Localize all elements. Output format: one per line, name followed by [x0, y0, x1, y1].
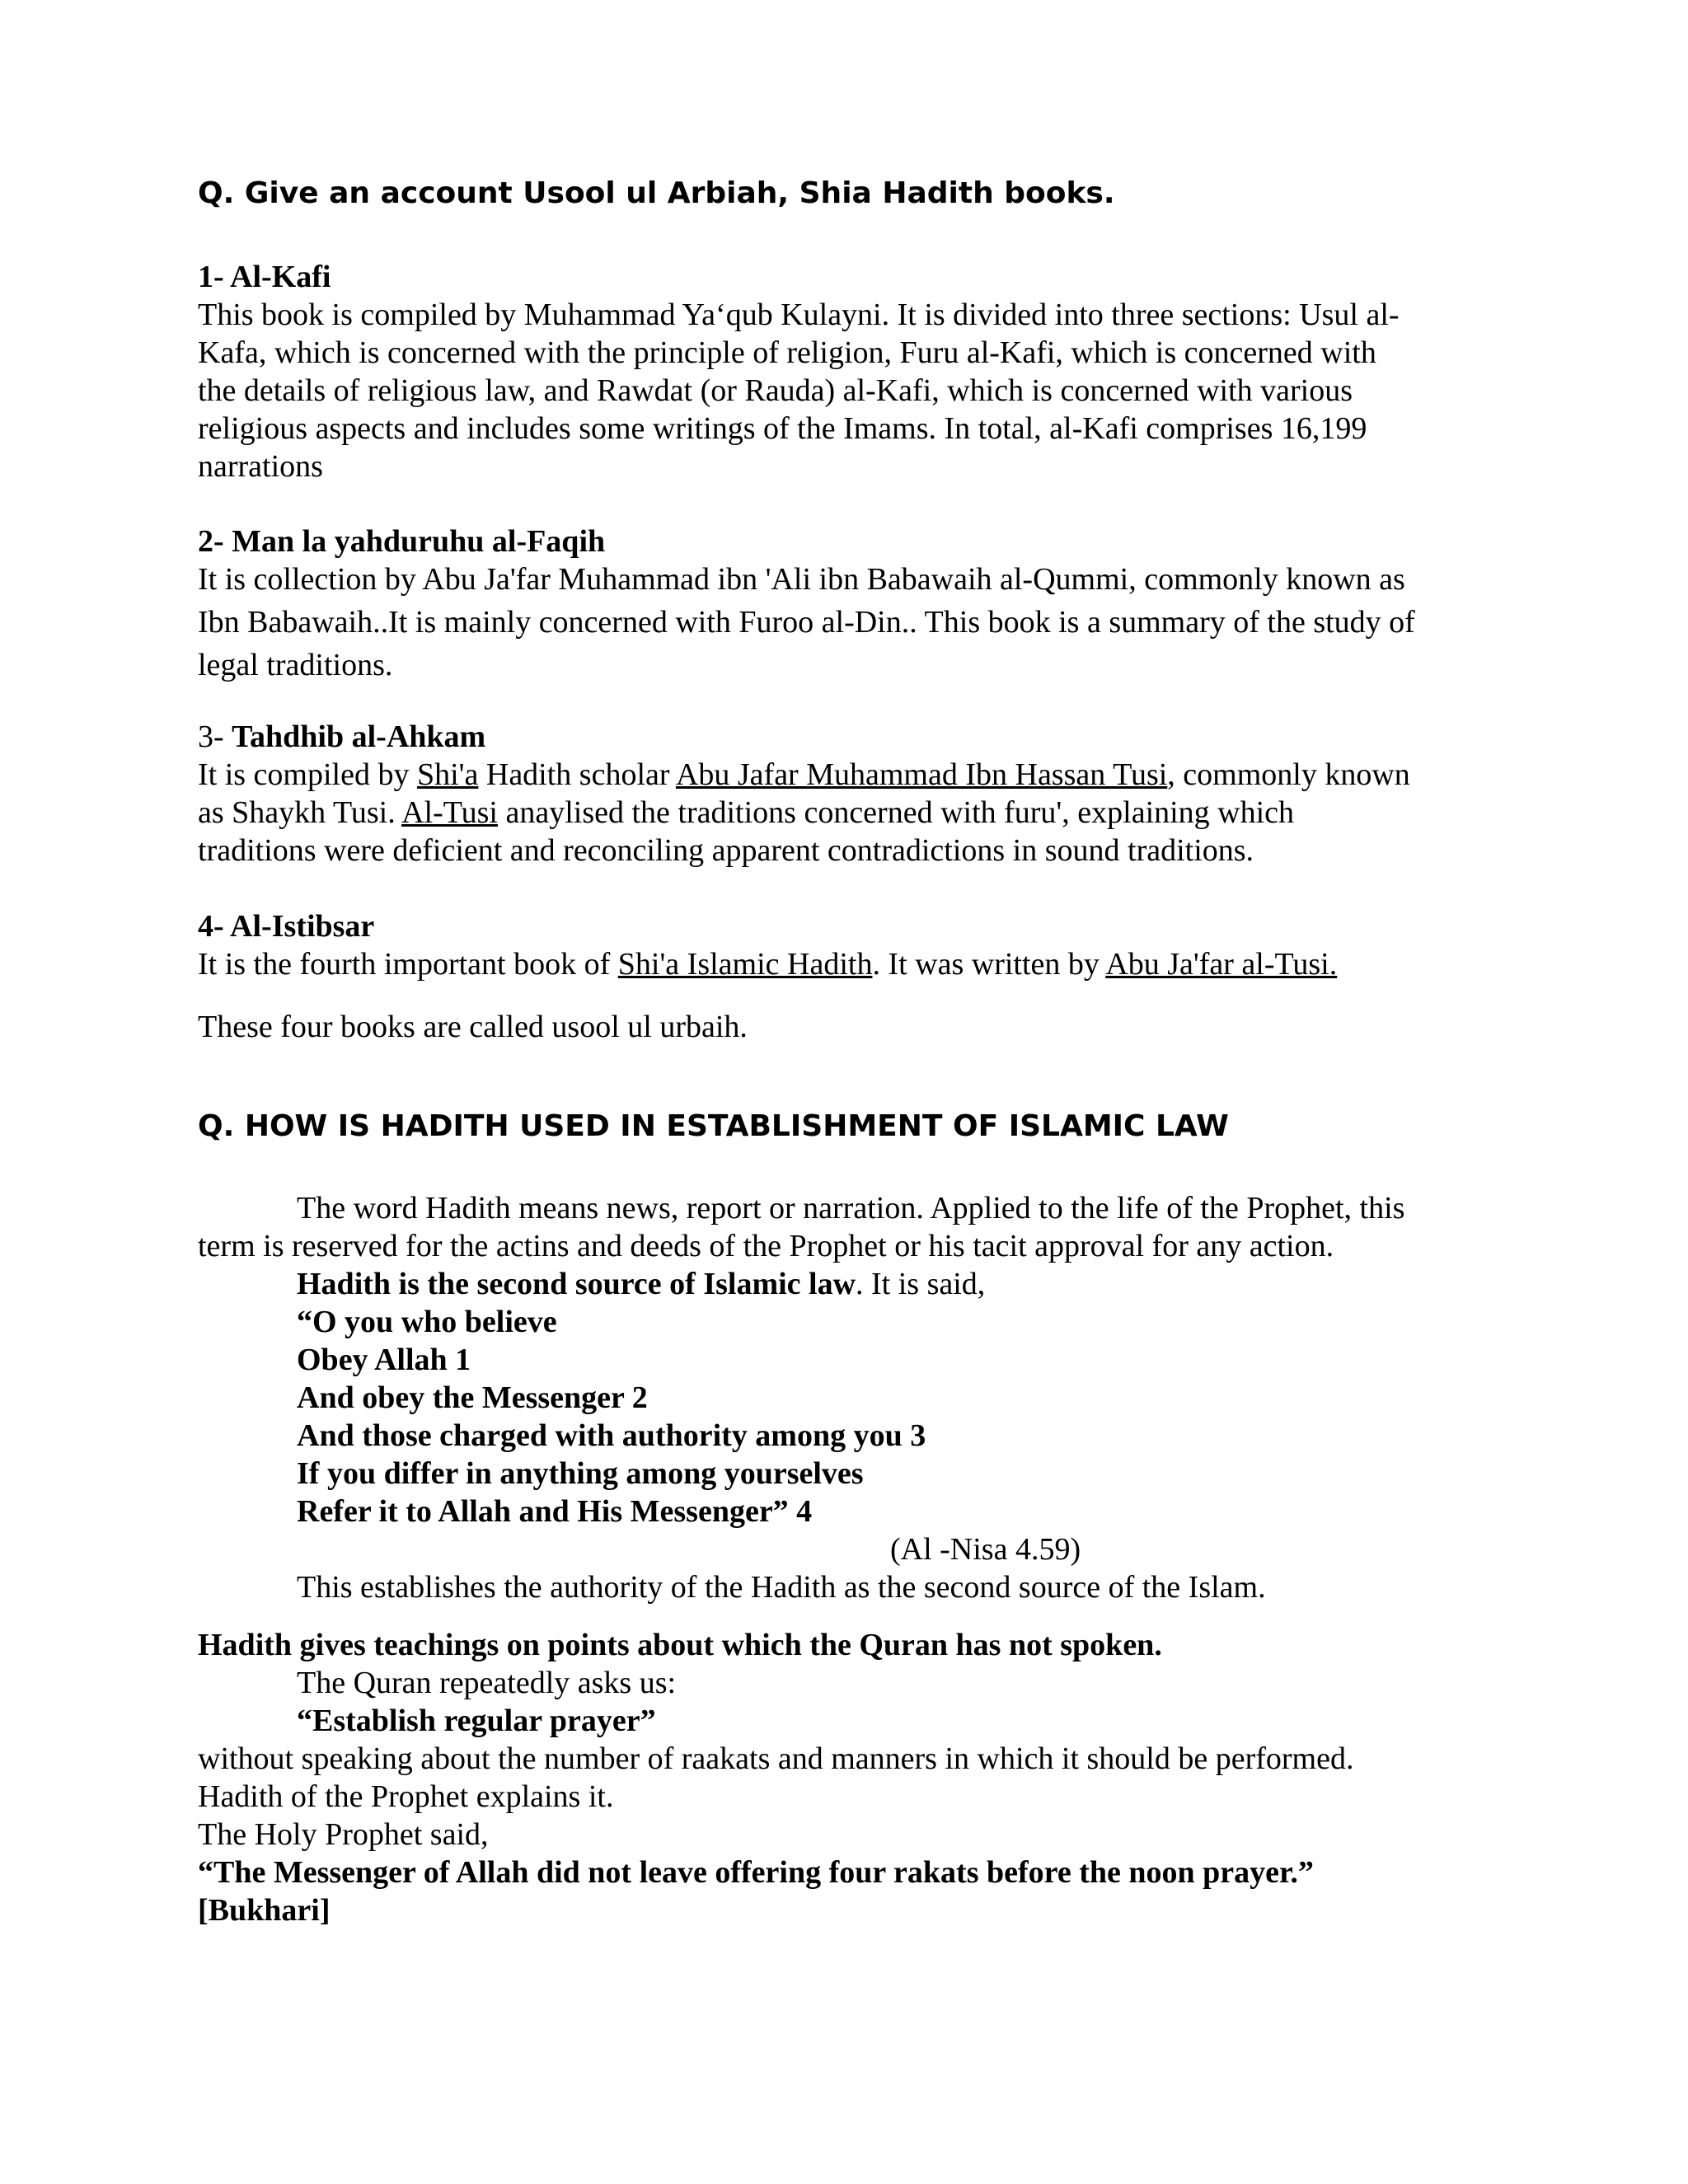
- hadith-teachings: [198, 1626, 1517, 1929]
- link-shia-islamic-hadith[interactable]: Shi'a Islamic Hadith: [617, 947, 873, 982]
- al-kafi-line-4: religious aspects and includes some writings of the Imams. In total, al-Kafi comprises 16,199: [198, 411, 1367, 446]
- verse-line-1: “O you who believe: [297, 1305, 557, 1339]
- hadith-intro-line-2: term is reserved for the actins and deeds of the Prophet or his tacit approval for any action.: [198, 1229, 1334, 1263]
- tahdhib-title: [198, 718, 1517, 756]
- hadith-intro-line-1: The word Hadith means news, report or narration. Applied to the life of the Prophet, this: [297, 1191, 1405, 1226]
- link-shia[interactable]: Shi'a: [416, 757, 479, 792]
- tahdhib-line-3: traditions were deficient and reconciling apparent contradictions in sound traditions.: [198, 833, 1254, 868]
- link-abu-jafar-tusi[interactable]: Abu Jafar Muhammad Ibn Hassan Tusi: [675, 757, 1168, 792]
- tahdhib-line-1: [198, 756, 1517, 794]
- section-al-kafi: [198, 258, 1517, 485]
- section-istibsar: [198, 907, 1517, 983]
- istibsar-line-1-a: It is the fourth important book of: [198, 947, 618, 982]
- tahdhib-line-2-b: anaylised the traditions concerned with furu', explaining which: [497, 795, 1295, 830]
- hadith-intro: [198, 1189, 1517, 1606]
- without-line-2: Hadith of the Prophet explains it.: [198, 1779, 614, 1814]
- tahdhib-line-1-a: It is compiled by: [198, 757, 417, 792]
- al-kafi-line-3: the details of religious law, and Rawdat (or Rauda) al-Kafi, which is concerned with various: [198, 373, 1353, 408]
- al-kafi-line-2: Kafa, which is concerned with the principle of religion, Furu al-Kafi, which is concerned with: [198, 335, 1376, 370]
- final-quote: “The Messenger of Allah did not leave offering four rakats before the noon prayer.”: [198, 1855, 1314, 1890]
- tahdhib-line-2: [198, 794, 1517, 832]
- prophet-said-line: The Holy Prophet said,: [198, 1817, 489, 1852]
- question-2-heading: Q. HOW IS HADITH USED IN ESTABLISHMENT OF ISLAMIC LAW: [198, 1109, 1229, 1143]
- usool-summary: These four books are called usool ul urbaih.: [198, 1010, 748, 1044]
- al-kafi-line-1: This book is compiled by Muhammad Ya‘qub Kulayni. It is divided into three sections: Usul al-: [198, 298, 1400, 332]
- tahdhib-title-prefix: 3-: [198, 719, 232, 754]
- second-source-rest: . It is said,: [856, 1267, 986, 1301]
- teachings-heading: Hadith gives teachings on points about which the Quran has not spoken.: [198, 1628, 1162, 1662]
- tahdhib-line-1-c: , commonly known: [1167, 757, 1410, 792]
- question-1-heading: Q. Give an account Usool ul Arbiah, Shia Hadith books.: [198, 176, 1115, 210]
- verse-line-3: And obey the Messenger 2: [297, 1380, 648, 1415]
- without-line-1: without speaking about the number of raakats and manners in which it should be performed.: [198, 1741, 1354, 1776]
- faqih-line-1: It is collection by Abu Ja'far Muhammad ibn 'Ali ibn Babawaih al-Qummi, commonly known as: [198, 562, 1405, 597]
- al-kafi-title: 1- Al-Kafi: [198, 260, 331, 294]
- al-kafi-line-5: narrations: [198, 449, 323, 484]
- prayer-quote: “Establish regular prayer”: [297, 1704, 656, 1738]
- verse-line-2: Obey Allah 1: [297, 1343, 471, 1377]
- faqih-line-3: legal traditions.: [198, 648, 393, 682]
- link-al-tusi[interactable]: Al-Tusi: [401, 795, 498, 830]
- quran-asks-line: The Quran repeatedly asks us:: [297, 1666, 677, 1700]
- verse-citation: (Al -Nisa 4.59): [890, 1532, 1081, 1567]
- faqih-title: 2- Man la yahduruhu al-Faqih: [198, 524, 606, 559]
- verse-line-5: If you differ in anything among yourselves: [297, 1456, 864, 1491]
- section-tahdhib: [198, 718, 1517, 869]
- verse-line-4: And those charged with authority among you 3: [297, 1418, 926, 1453]
- istibsar-line-1: [198, 945, 1517, 983]
- link-abu-jafar-al-tusi[interactable]: Abu Ja'far al-Tusi.: [1105, 947, 1338, 982]
- istibsar-title: 4- Al-Istibsar: [198, 909, 375, 944]
- section-faqih: [198, 523, 1517, 684]
- bukhari-source: [Bukhari]: [198, 1893, 331, 1928]
- istibsar-line-1-b: . It was written by: [872, 947, 1106, 982]
- verse-line-6: Refer it to Allah and His Messenger” 4: [297, 1494, 813, 1529]
- authority-conclusion: This establishes the authority of the Hadith as the second source of the Islam.: [297, 1570, 1266, 1605]
- second-source-bold: Hadith is the second source of Islamic law: [297, 1267, 856, 1301]
- tahdhib-title-text: Tahdhib al-Ahkam: [232, 719, 486, 754]
- second-source-line: [198, 1265, 1517, 1303]
- tahdhib-line-2-a: as Shaykh Tusi.: [198, 795, 402, 830]
- tahdhib-line-1-b: Hadith scholar: [478, 757, 676, 792]
- faqih-line-2: Ibn Babawaih..It is mainly concerned with Furoo al-Din.. This book is a summary of the study of: [198, 605, 1415, 640]
